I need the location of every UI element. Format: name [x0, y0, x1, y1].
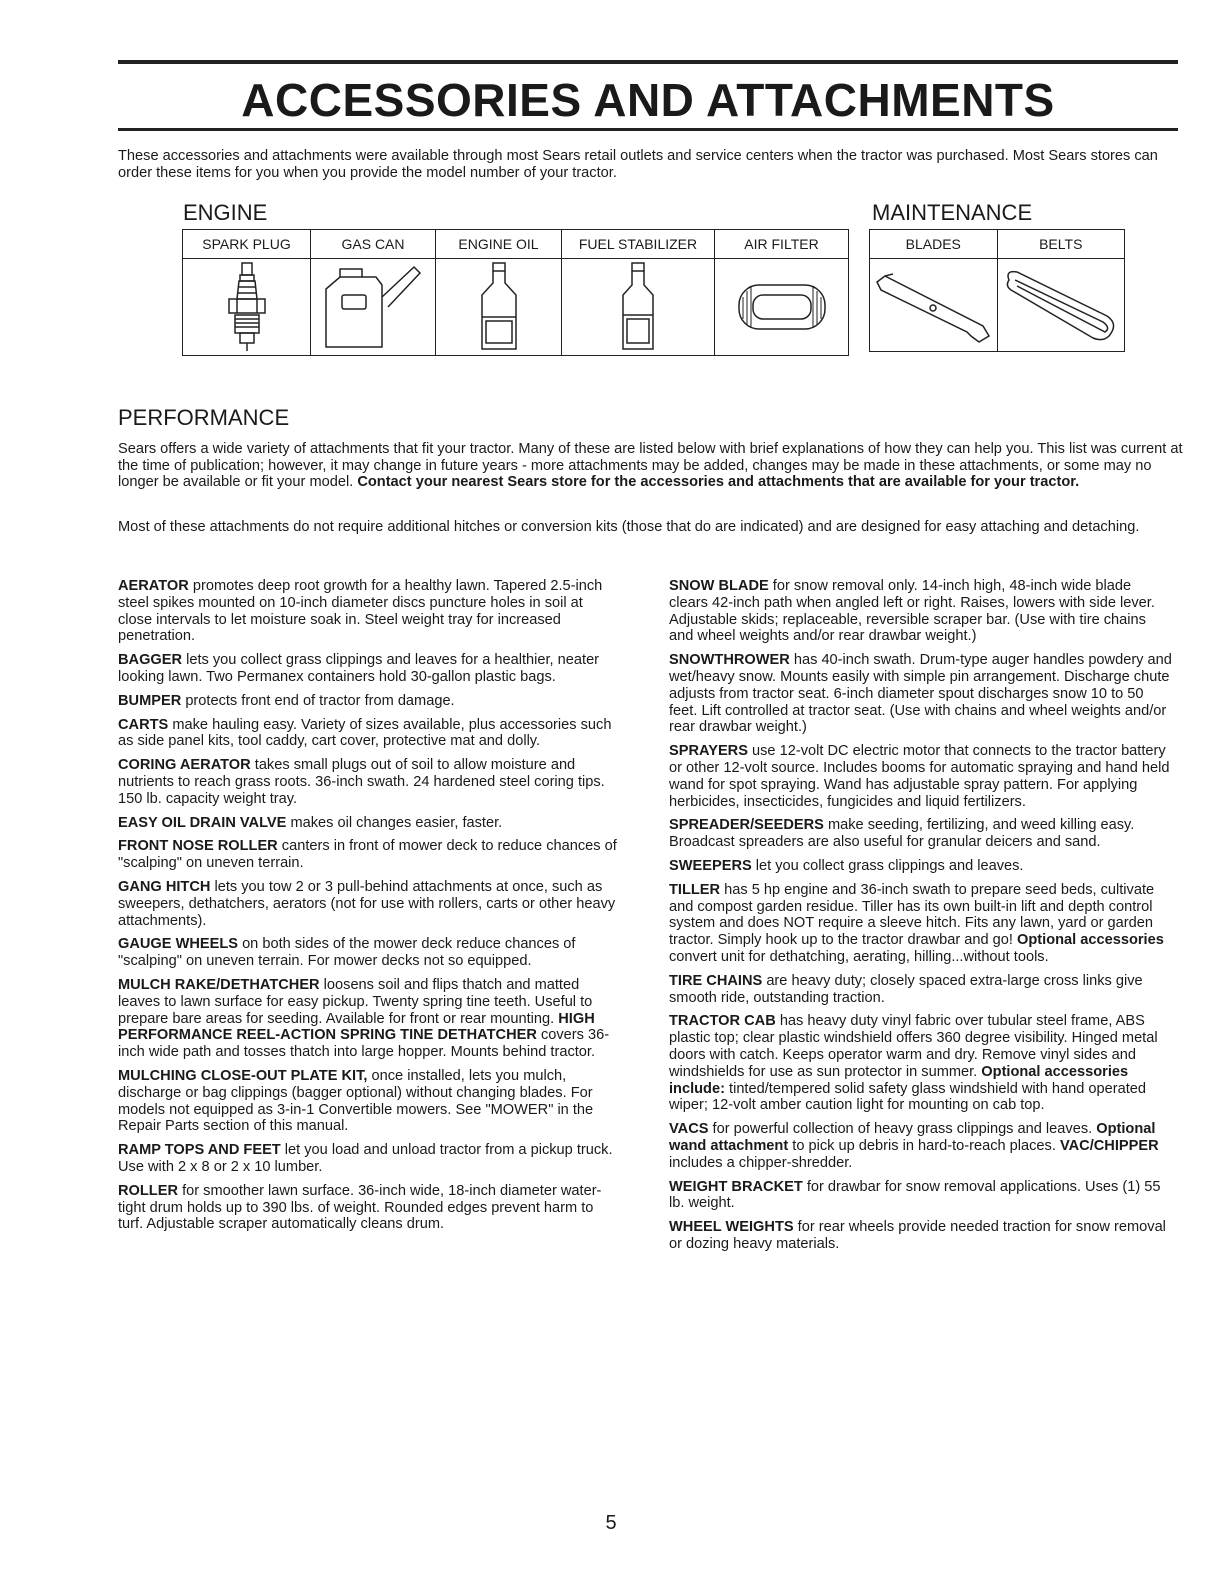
fuel-stabilizer-cell	[562, 259, 715, 356]
page-title: ACCESSORIES AND ATTACHMENTS	[241, 74, 1055, 126]
list-item: TRACTOR CAB has heavy duty vinyl fabric over tubular steel frame, ABS plastic top; clear plastic windshield offers 360 degree visibility. Hinged metal doors with catch. Keeps operator warm and dry. Remove vinyl sides and windshields for use as sun protector in summer. Optional accessories include: tinted/tempered solid safety glass windshield with hand operated wiper; 12-volt amber caution light for mounting on cab top.	[669, 1013, 1158, 1114]
list-item: SWEEPERS let you collect grass clippings and leaves.	[669, 857, 1024, 874]
list-item: VACS for powerful collection of heavy grass clippings and leaves. Optional wand attachment to pick up debris in hard-to-reach places. VAC/CHIPPER includes a chipper-shredder.	[669, 1121, 1159, 1171]
belts-cell	[997, 259, 1125, 352]
list-item: GAUGE WHEELS on both sides of the mower deck reduce chances of "scalping" on uneven terrain. For mower decks not so equipped.	[118, 936, 576, 970]
spark-plug-icon	[217, 259, 277, 355]
list-item: TIRE CHAINS are heavy duty; closely spaced extra-large cross links give smooth ride, outstanding traction.	[669, 972, 1143, 1006]
list-item: CARTS make hauling easy. Variety of sizes available, plus accessories such as side panel kits, tool caddy, cart cover, protective mat and dolly.	[118, 716, 612, 750]
gas-can-cell	[311, 259, 436, 356]
performance-heading: PERFORMANCE	[118, 405, 290, 430]
list-item: SPREADER/SEEDERS make seeding, fertilizing, and weed killing easy. Broadcast spreaders are also useful for granular deicers and sand.	[669, 817, 1135, 851]
accessory-label: AIR FILTER	[715, 230, 849, 259]
list-item: RAMP TOPS AND FEET let you load and unload tractor from a pickup truck. Use with 2 x 8 or 2 x 10 lumber.	[118, 1142, 613, 1175]
list-item: FRONT NOSE ROLLER canters in front of mower deck to reduce chances of "scalping" on uneven terrain.	[118, 838, 617, 872]
list-item: GANG HITCH lets you tow 2 or 3 pull-behind attachments at once, such as sweepers, dethatchers, aerators (not for use with rollers, carts or other heavy attachments).	[118, 878, 616, 929]
top-rule	[118, 60, 1178, 64]
accessory-label: FUEL STABILIZER	[562, 230, 715, 259]
list-item: WEIGHT BRACKET for drawbar for snow removal applications. Uses (1) 55 lb. weight.	[669, 1178, 1161, 1212]
list-item: TILLER has 5 hp engine and 36-inch swath to prepare seed beds, cultivate and compost garden residue. Tiller has its own built-in lift and depth control system and does NOT require a sleeve hitch. Fits any lawn, yard or garden tractor. Simply hook up to the tractor drawbar and go! Optional accessories convert unit for dethatching, aerating, hilling...without tools.	[669, 881, 1164, 965]
blade-icon	[871, 260, 995, 350]
performance-paragraph-2: Most of these attachments do not require additional hitches or conversion kits (those that do are indicated) and are designed for easy attaching and detaching.	[118, 519, 1140, 535]
list-item: AERATOR promotes deep root growth for a healthy lawn. Tapered 2.5-inch steel spikes mounted on 10-inch diameter discs puncture holes in soil at close intervals to let moisture soak in. Steel weight tray for increased penetration.	[118, 578, 603, 645]
list-item: WHEEL WEIGHTS for rear wheels provide needed traction for snow removal or dozing heavy materials.	[669, 1219, 1166, 1252]
maintenance-accessories-table	[869, 229, 1125, 352]
list-item: MULCH RAKE/DETHATCHER loosens soil and flips thatch and matted leaves to lawn surface for easy pickup. Twenty spring tine teeth. Useful to prepare bare areas for seeding. Available for front or rear mounting. HIGH PERFORMANCE REEL-ACTION SPRING TINE DETHATCHER covers 36-inch wide path and tosses thatch into large hopper. Mounts behind tractor.	[118, 976, 610, 1061]
accessory-label: BLADES	[870, 230, 998, 259]
maintenance-heading: MAINTENANCE	[872, 200, 1033, 225]
air-filter-icon	[727, 267, 837, 347]
accessory-label: BELTS	[997, 230, 1125, 259]
engine-accessories-table	[182, 229, 849, 356]
air-filter-cell	[715, 259, 849, 356]
blades-cell	[870, 259, 998, 352]
engine-heading: ENGINE	[183, 200, 268, 225]
performance-text: Sears offers a wide variety of attachments that fit your tractor. Many of these are listed below with brief explanations of how they can help you. This list was current at the time of publication; however, it may change in future years - more attachments may be added, changes may be made in these attachments, or some may no longer be available or fit your model.	[118, 441, 1183, 490]
list-item: BAGGER lets you collect grass clippings and leaves for a healthier, neater looking lawn. Two Permanex containers hold 30-gallon plastic bags.	[118, 652, 600, 685]
engine-oil-bottle-icon	[464, 259, 534, 355]
list-item: CORING AERATOR takes small plugs out of soil to allow moisture and nutrients to reach grass roots. 36-inch swath. 24 hardened steel coring tips. 150 lb. capacity weight tray.	[118, 757, 605, 807]
list-item: SPRAYERS use 12-volt DC electric motor that connects to the tractor battery or other 12-volt source. Includes booms for automatic spraying and hand held wand for spot spraying. Wand has adjustable spray pattern. For applying herbicides, insecticides, fungicides and liquid fertilizers.	[669, 743, 1170, 810]
gas-can-icon	[318, 259, 428, 355]
title-rule	[118, 128, 1178, 131]
page-number: 5	[605, 1512, 617, 1534]
right-column	[669, 578, 1173, 1260]
spark-plug-cell	[183, 259, 311, 356]
accessory-label: ENGINE OIL	[436, 230, 562, 259]
list-item: SNOWTHROWER has 40-inch swath. Drum-type auger handles powdery and wet/heavy snow. Mounts easily with simple pin arrangement. Discharge chute adjusts from tractor seat. 6-inch diameter spout discharges snow 10 to 50 feet. Lift controlled at tractor seat. (Use with chains and wheel weights and/or rear drawbar weight.)	[669, 652, 1172, 736]
left-column	[118, 578, 618, 1240]
accessory-label: GAS CAN	[311, 230, 436, 259]
intro-paragraph: These accessories and attachments were available through most Sears retail outlets and service centers when the tractor was purchased. Most Sears stores can order these items for you when you provide the model number of your tractor.	[118, 148, 1158, 181]
list-item: ROLLER for smoother lawn surface. 36-inch wide, 18-inch diameter water-tight drum holds up to 390 lbs. of weight. Rounded edges prevent harm to turf. Adjustable scraper automatically cleans drum.	[118, 1182, 602, 1233]
list-item: EASY OIL DRAIN VALVE makes oil changes easier, faster.	[118, 814, 503, 831]
fuel-stabilizer-bottle-icon	[603, 259, 673, 355]
list-item: SNOW BLADE for snow removal only. 14-inch high, 48-inch wide blade clears 42-inch path when angled left or right. Raises, lowers with side lever. Adjustable skids; replaceable, reversible scraper bar. (Use with tire chains and wheel weights and/or rear drawbar weight.)	[669, 578, 1155, 645]
performance-paragraph	[118, 441, 1183, 491]
list-item: BUMPER protects front end of tractor from damage.	[118, 692, 455, 709]
performance-bold-text: Contact your nearest Sears store for the accessories and attachments that are available for your tractor.	[357, 474, 1080, 490]
belt-icon	[999, 260, 1123, 350]
engine-oil-cell	[436, 259, 562, 356]
list-item: MULCHING CLOSE-OUT PLATE KIT, once installed, lets you mulch, discharge or bag clippings (bagger optional) without changing blades. For models not equipped as 3-in-1 Convertible mowers. See "MOWER" in the Repair Parts section of this manual.	[118, 1067, 594, 1135]
accessory-label: SPARK PLUG	[183, 230, 311, 259]
